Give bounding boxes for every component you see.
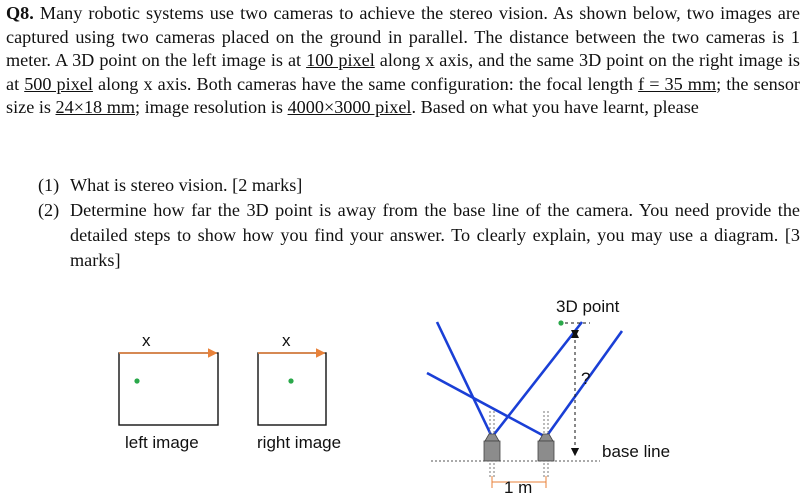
- part-text: Determine how far the 3D point is away from the base line of the camera. You need provide the detailed steps to show how you find your answer. To clearly explain, you may use a diagram. [3 marks]: [70, 200, 800, 270]
- left-pixel-value: 100 pixel: [306, 50, 375, 71]
- distance-label: 1 m: [504, 478, 533, 497]
- x-axis-label-left: x: [142, 331, 151, 350]
- left-point-dot: [134, 378, 139, 383]
- left-image-frame: [119, 353, 218, 425]
- right-camera-icon: [538, 434, 554, 461]
- question-intro-1: Many robotic systems use two cameras to achieve the stereo vision. As shown below, two images are captured using two cameras placed on the ground in parallel. The distance between the two cameras is 1 meter. A 3D point on the left image is at: [6, 3, 800, 71]
- part-text: What is stereo vision. [2 marks]: [70, 175, 303, 195]
- question-intro-4: ; the sensor size is: [6, 73, 800, 118]
- unknown-distance-label: ?: [581, 369, 591, 388]
- part-number: (2): [38, 200, 60, 220]
- focal-length-value: f = 35 mm: [638, 73, 717, 94]
- left-image-label: left image: [125, 433, 199, 452]
- left-camera-icon: [484, 434, 500, 461]
- 3d-point-dot: [558, 320, 563, 325]
- camera-view-lines: [427, 322, 622, 437]
- 3d-point-label: 3D point: [556, 297, 620, 316]
- right-image-frame: [258, 353, 326, 425]
- question-number: Q8.: [6, 3, 34, 23]
- resolution-value: 4000×3000 pixel: [287, 97, 412, 118]
- x-axis-label-right: x: [282, 331, 291, 350]
- sensor-size-value: 24×18 mm: [55, 97, 135, 118]
- question-intro-5: ; image resolution is: [135, 97, 288, 118]
- baseline-label: base line: [602, 442, 671, 461]
- right-point-dot: [288, 378, 293, 383]
- right-image-label: right image: [257, 433, 342, 452]
- question-intro-2: along x axis, and the same 3D point on the right image is at: [6, 50, 800, 94]
- question-intro-6: . Based on what you have learnt, please: [411, 97, 699, 118]
- part-number: (1): [38, 175, 60, 195]
- question-intro-3: along x axis. Both cameras have the same configuration: the focal length: [92, 73, 639, 94]
- right-pixel-value: 500 pixel: [24, 73, 93, 94]
